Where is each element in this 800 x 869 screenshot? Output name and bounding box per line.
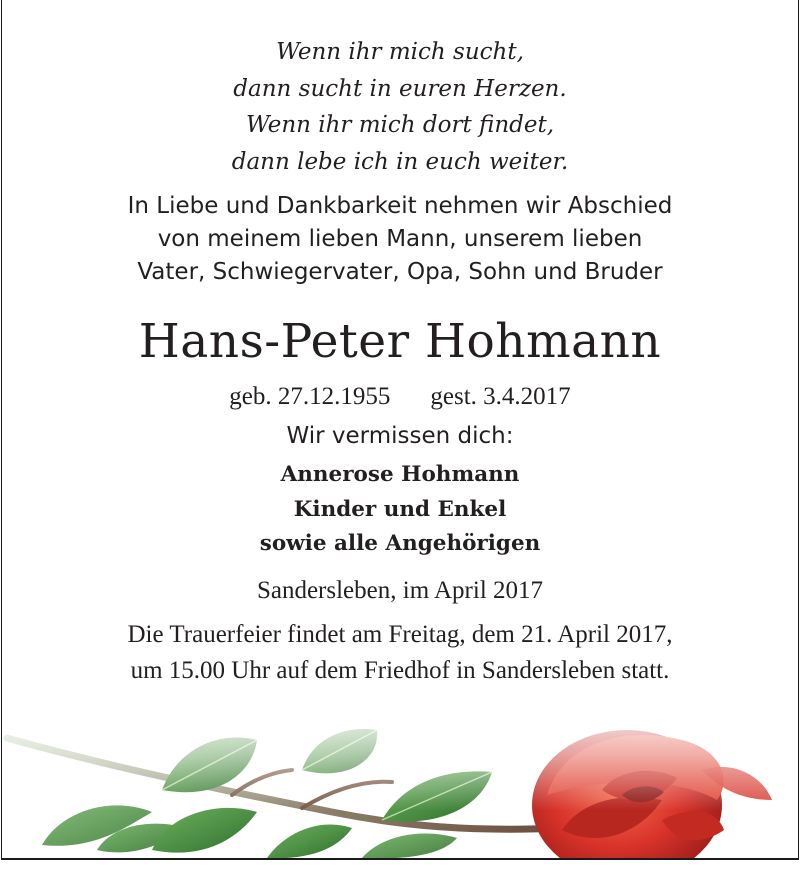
funeral-notice <box>2 617 798 689</box>
birth-date: geb. 27.12.1955 <box>229 383 391 410</box>
poem-line: dann lebe ich in euch weiter. <box>231 148 569 175</box>
deceased-name: Hans-Peter Hohmann <box>138 314 662 369</box>
closing-phrase: Wir vermissen dich: <box>286 423 514 449</box>
farewell-intro <box>2 190 798 289</box>
intro-line: von meinem lieben Mann, unserem lieben <box>157 226 643 252</box>
life-dates <box>2 380 798 414</box>
intro-line: In Liebe und Dankbarkeit nehmen wir Abschied <box>127 193 673 219</box>
poem-line: Wenn ihr mich sucht, <box>276 39 524 65</box>
death-date: gest. 3.4.2017 <box>430 383 571 410</box>
poem-line: Wenn ihr mich dort findet, <box>245 112 555 138</box>
poem <box>2 34 798 180</box>
poem-line: dann sucht in euren Herzen. <box>233 75 567 102</box>
mourner-name: Kinder und Enkel <box>293 496 507 522</box>
obituary-card <box>1 0 799 860</box>
place-and-date: Sandersleben, im April 2017 <box>256 577 544 604</box>
intro-line: Vater, Schwiegervater, Opa, Sohn und Bruder <box>137 259 663 285</box>
funeral-line: Die Trauerfeier findet am Freitag, dem 21. April 2017, <box>127 621 673 648</box>
funeral-line: um 15.00 Uhr auf dem Friedhof in Sandersleben statt. <box>130 657 670 684</box>
mourner-name: sowie alle Angehörigen <box>259 531 541 556</box>
mourners-list <box>2 458 798 562</box>
mourner-name: Annerose Hohmann <box>280 462 520 487</box>
rose-illustration <box>2 700 798 858</box>
